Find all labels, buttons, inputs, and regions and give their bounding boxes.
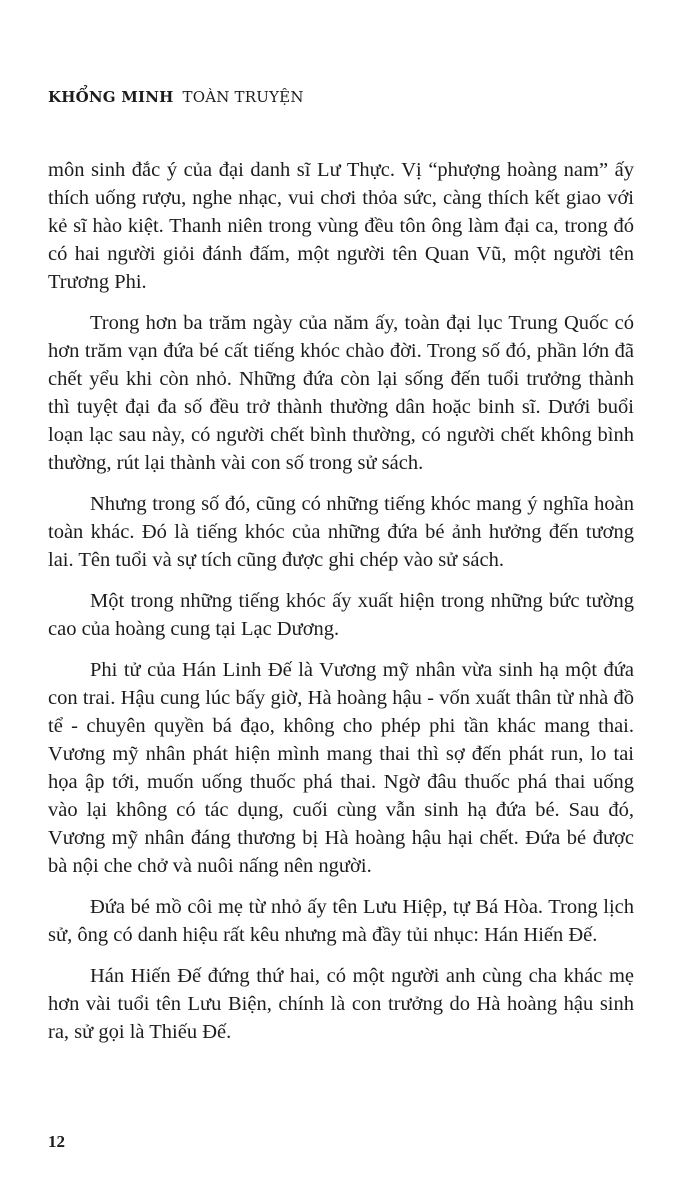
paragraph: Hán Hiến Đế đứng thứ hai, có một người anh cùng cha khác mẹ hơn vài tuổi tên Lưu Biện, chính là con trưởng do Hà hoàng hậu sinh ra, sử gọi là Thiếu Đế.	[48, 965, 634, 1043]
running-header	[48, 88, 304, 106]
book-title: KHỔNG MINH	[48, 88, 174, 106]
paragraph: Đứa bé mồ côi mẹ từ nhỏ ấy tên Lưu Hiệp, tự Bá Hòa. Trong lịch sử, ông có danh hiệu rất kêu nhưng mà đầy tủi nhục: Hán Hiến Đế.	[48, 896, 634, 946]
paragraph: Nhưng trong số đó, cũng có những tiếng khóc mang ý nghĩa hoàn toàn khác. Đó là tiếng khóc của những đứa bé ảnh hưởng đến tương lai. Tên tuổi và sự tích cũng được ghi chép vào sử sách.	[48, 493, 634, 571]
book-subtitle: TOÀN TRUYỆN	[182, 88, 304, 106]
page-number: 12	[48, 1132, 65, 1151]
paragraph: Một trong những tiếng khóc ấy xuất hiện trong những bức tường cao của hoàng cung tại Lạc Dương.	[48, 590, 634, 640]
page-body	[48, 156, 634, 1059]
paragraph-continued: môn sinh đắc ý của đại danh sĩ Lư Thực. Vị “phượng hoàng nam” ấy thích uống rượu, nghe nhạc, vui chơi thỏa sức, càng thích kết giao với kẻ sĩ hào kiệt. Thanh niên trong vùng đều tôn ông làm đại ca, trong đó có hai người giỏi đánh đấm, một người tên Quan Vũ, một người tên Trương Phi.	[48, 159, 634, 293]
paragraph: Phi tử của Hán Linh Đế là Vương mỹ nhân vừa sinh hạ một đứa con trai. Hậu cung lúc bấy giờ, Hà hoàng hậu - vốn xuất thân từ nhà đồ tể - chuyên quyền bá đạo, không cho phép phi tần khác mang thai. Vương mỹ nhân phát hiện mình mang thai thì sợ đến phát run, lo tai họa ập tới, muốn uống thuốc phá thai. Ngờ đâu thuốc phá thai uống vào lại không có tác dụng, cuối cùng vẫn sinh hạ đứa bé. Sau đó, Vương mỹ nhân đáng thương bị Hà hoàng hậu hại chết. Đứa bé được bà nội che chở và nuôi nấng nên người.	[48, 659, 634, 877]
paragraph: Trong hơn ba trăm ngày của năm ấy, toàn đại lục Trung Quốc có hơn trăm vạn đứa bé cất tiếng khóc chào đời. Trong số đó, phần lớn đã chết yểu khi còn nhỏ. Những đứa còn lại sống đến tuổi trưởng thành thì tuyệt đại đa số đều trở thành thường dân hoặc binh sĩ. Dưới buổi loạn lạc sau này, có người chết bình thường, có người chết không bình thường, rút lại thành vài con số trong sử sách.	[48, 312, 634, 474]
